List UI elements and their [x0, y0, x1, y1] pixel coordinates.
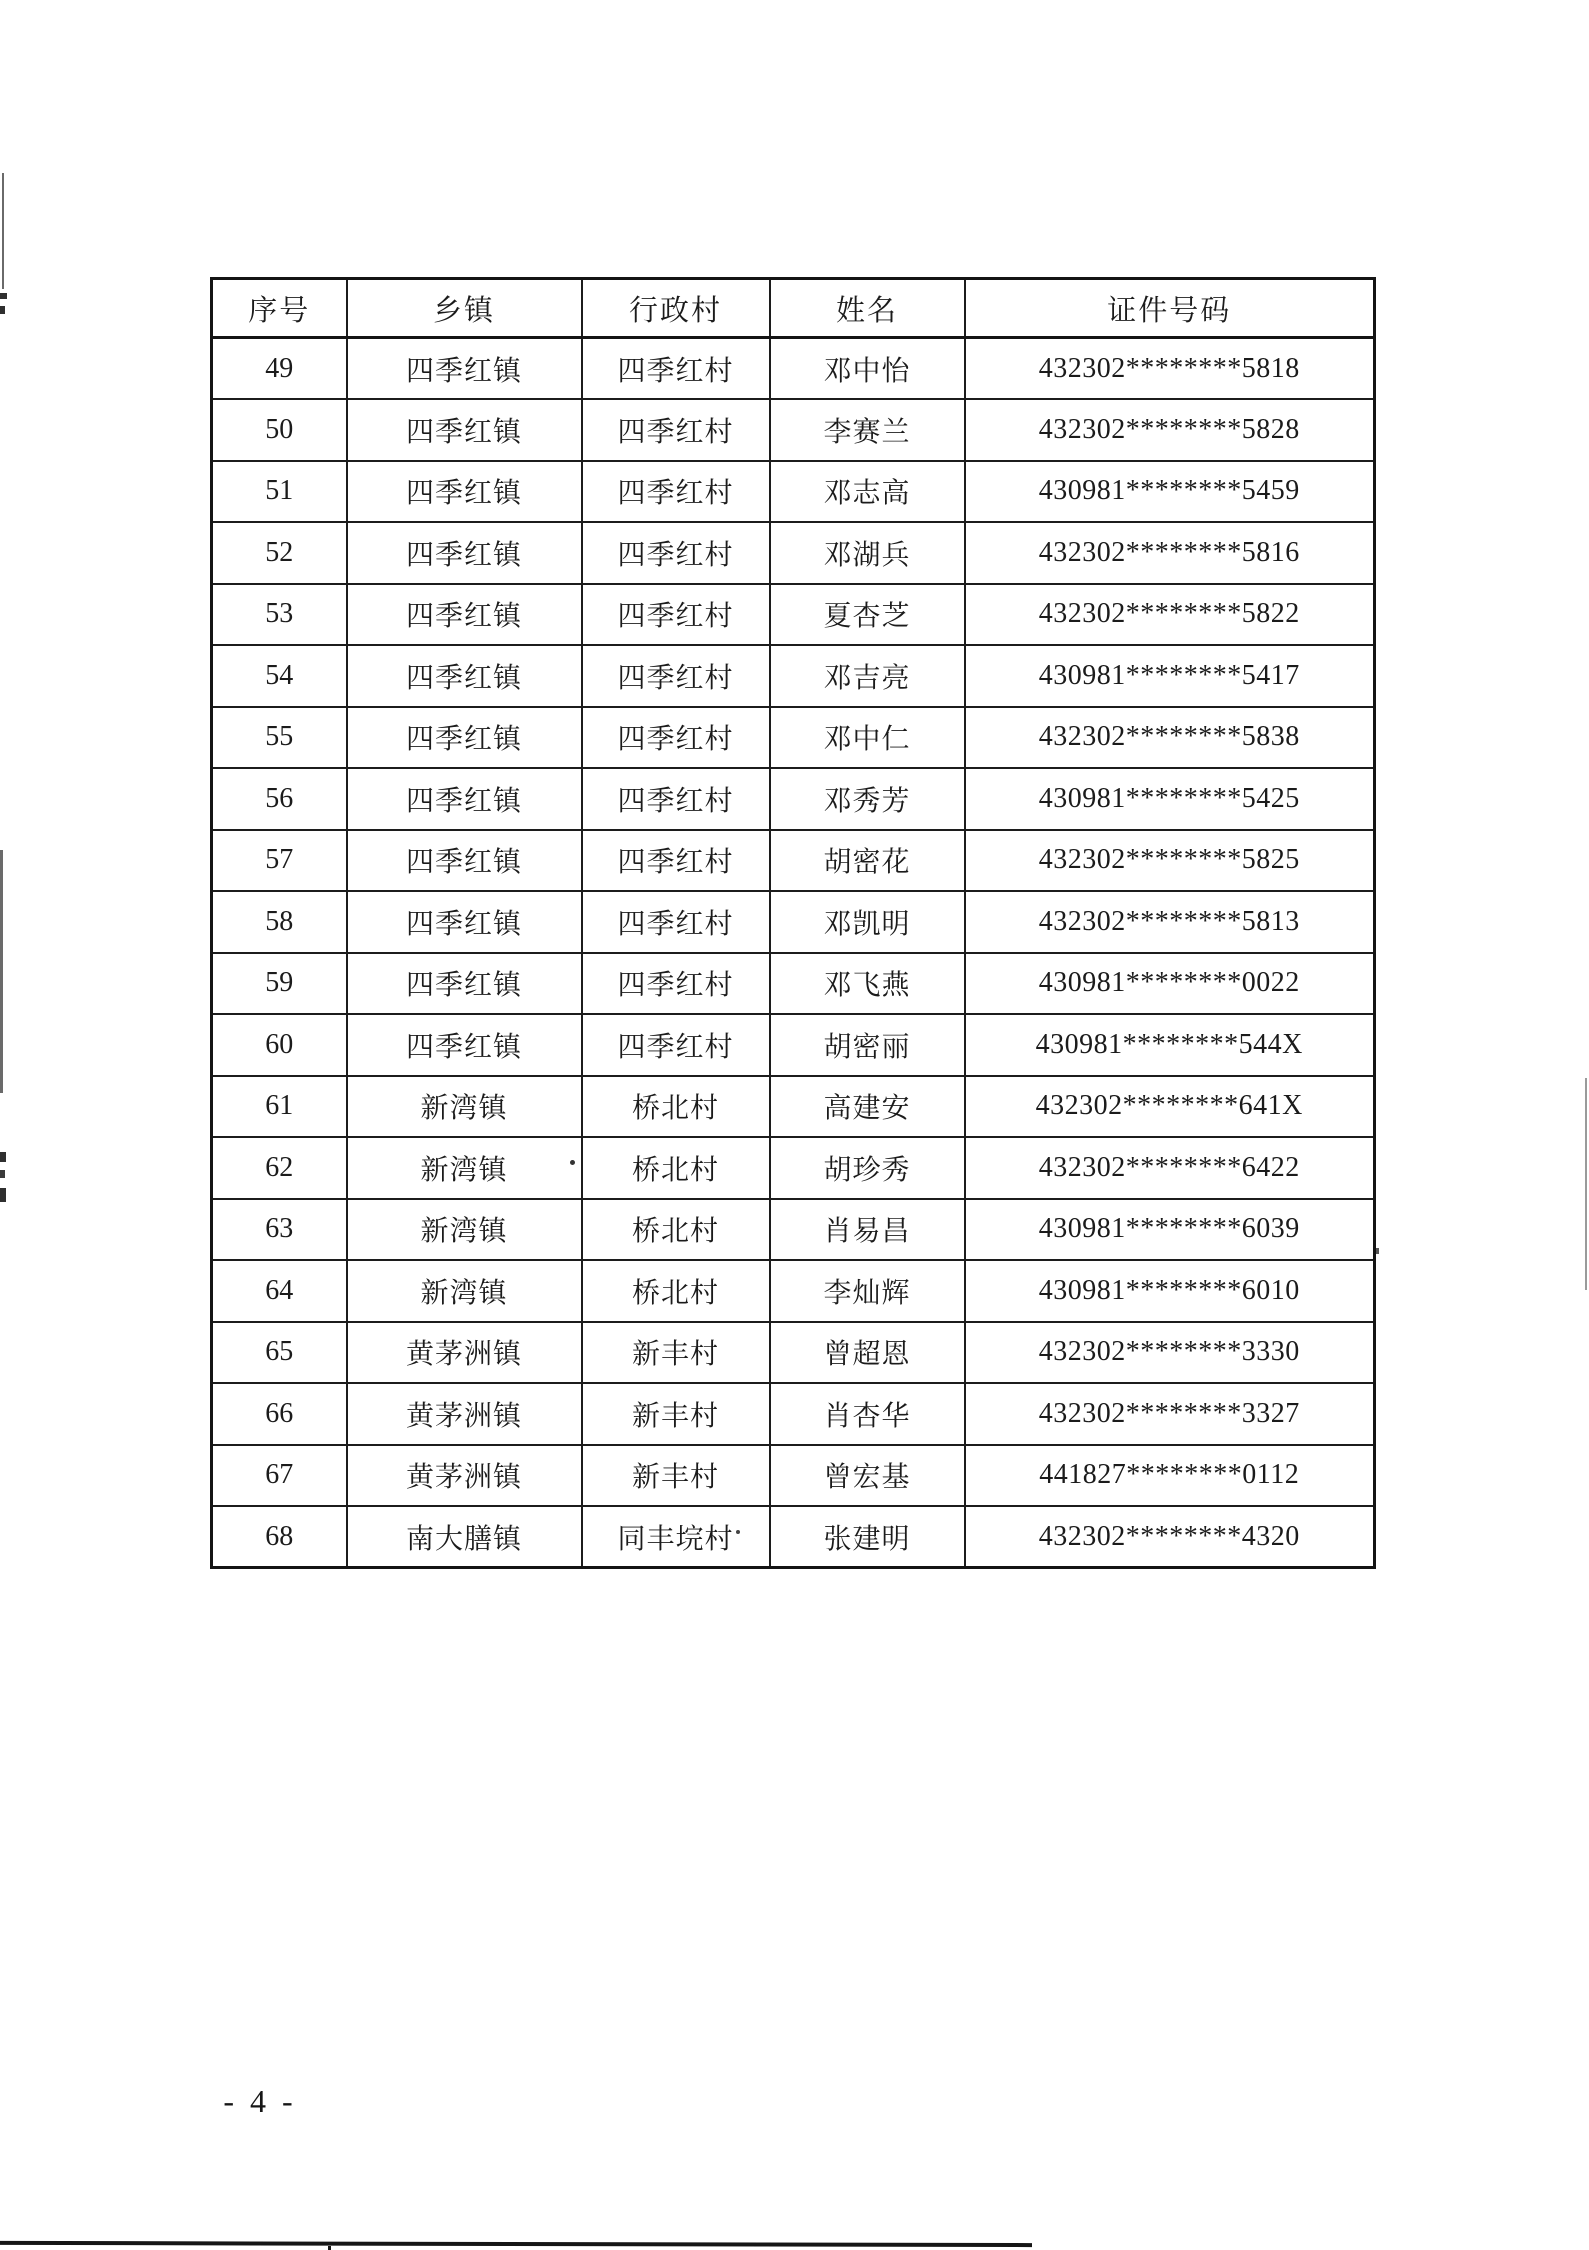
column-header-id: 证件号码 — [965, 279, 1375, 338]
cell-id: 432302********6422 — [965, 1137, 1375, 1199]
cell-no: 50 — [212, 399, 347, 461]
cell-town: 新湾镇 — [347, 1199, 582, 1261]
cell-town: 四季红镇 — [347, 953, 582, 1015]
cell-village: 四季红村 — [582, 768, 770, 830]
scan-artifact-left-dash — [0, 293, 7, 299]
cell-town: 四季红镇 — [347, 399, 582, 461]
cell-name: 胡密丽 — [770, 1014, 965, 1076]
cell-town: 四季红镇 — [347, 1014, 582, 1076]
cell-name: 邓吉亮 — [770, 645, 965, 707]
cell-village: 四季红村 — [582, 953, 770, 1015]
cell-town: 四季红镇 — [347, 645, 582, 707]
cell-name: 高建安 — [770, 1076, 965, 1138]
cell-no: 56 — [212, 768, 347, 830]
cell-town: 新湾镇 — [347, 1076, 582, 1138]
table-row — [212, 1014, 1375, 1076]
scan-artifact-left-line — [2, 173, 4, 289]
table-body — [212, 338, 1375, 1568]
cell-name: 邓秀芳 — [770, 768, 965, 830]
cell-no: 63 — [212, 1199, 347, 1261]
cell-no: 49 — [212, 338, 347, 400]
cell-village: 桥北村 — [582, 1076, 770, 1138]
cell-village: 新丰村 — [582, 1445, 770, 1507]
cell-id: 432302********3330 — [965, 1322, 1375, 1384]
cell-no: 53 — [212, 584, 347, 646]
cell-village: 桥北村 — [582, 1199, 770, 1261]
cell-village: 桥北村 — [582, 1260, 770, 1322]
table-row — [212, 1322, 1375, 1384]
scan-artifact-left-dash — [0, 1188, 6, 1202]
cell-id: 430981********5425 — [965, 768, 1375, 830]
cell-name: 肖杏华 — [770, 1383, 965, 1445]
cell-no: 58 — [212, 891, 347, 953]
cell-name: 胡珍秀 — [770, 1137, 965, 1199]
table-row — [212, 1383, 1375, 1445]
table-row — [212, 953, 1375, 1015]
cell-no: 61 — [212, 1076, 347, 1138]
cell-no: 57 — [212, 830, 347, 892]
cell-village: 四季红村 — [582, 399, 770, 461]
cell-id: 430981********5417 — [965, 645, 1375, 707]
cell-no: 64 — [212, 1260, 347, 1322]
cell-name: 邓中怡 — [770, 338, 965, 400]
table-row — [212, 891, 1375, 953]
table-row — [212, 1076, 1375, 1138]
column-header-no: 序号 — [212, 279, 347, 338]
cell-id: 432302********641X — [965, 1076, 1375, 1138]
cell-name: 李灿辉 — [770, 1260, 965, 1322]
cell-village: 四季红村 — [582, 338, 770, 400]
column-header-village: 行政村 — [582, 279, 770, 338]
cell-no: 54 — [212, 645, 347, 707]
cell-name: 肖易昌 — [770, 1199, 965, 1261]
roster-table — [210, 277, 1376, 1569]
cell-village: 新丰村 — [582, 1383, 770, 1445]
scan-artifact-left-dash — [0, 306, 5, 314]
cell-village: 新丰村 — [582, 1322, 770, 1384]
cell-no: 59 — [212, 953, 347, 1015]
scan-artifact-bottom-line — [0, 2241, 1032, 2247]
cell-village: 四季红村 — [582, 1014, 770, 1076]
cell-no: 66 — [212, 1383, 347, 1445]
page-number: - 4 - — [223, 2083, 297, 2119]
scan-artifact-bottom-tick — [328, 2246, 331, 2250]
table-row — [212, 584, 1375, 646]
column-header-town: 乡镇 — [347, 279, 582, 338]
cell-no: 67 — [212, 1445, 347, 1507]
table-row — [212, 1199, 1375, 1261]
cell-name: 邓湖兵 — [770, 522, 965, 584]
cell-id: 430981********5459 — [965, 461, 1375, 523]
table-row — [212, 522, 1375, 584]
cell-village: 四季红村 — [582, 645, 770, 707]
cell-village: 四季红村 — [582, 707, 770, 769]
column-header-name: 姓名 — [770, 279, 965, 338]
cell-id: 432302********5816 — [965, 522, 1375, 584]
cell-town: 四季红镇 — [347, 768, 582, 830]
cell-name: 曾宏基 — [770, 1445, 965, 1507]
cell-town: 黄茅洲镇 — [347, 1445, 582, 1507]
cell-village: 四季红村 — [582, 461, 770, 523]
cell-town: 新湾镇 — [347, 1260, 582, 1322]
table-row — [212, 707, 1375, 769]
cell-name: 邓志高 — [770, 461, 965, 523]
cell-name: 张建明 — [770, 1506, 965, 1568]
cell-id: 432302********5813 — [965, 891, 1375, 953]
table-row — [212, 1137, 1375, 1199]
cell-town: 四季红镇 — [347, 830, 582, 892]
table-row — [212, 830, 1375, 892]
table-row — [212, 461, 1375, 523]
cell-town: 四季红镇 — [347, 338, 582, 400]
cell-no: 51 — [212, 461, 347, 523]
cell-name: 李赛兰 — [770, 399, 965, 461]
table-row — [212, 399, 1375, 461]
cell-village: 四季红村 — [582, 830, 770, 892]
cell-town: 新湾镇 — [347, 1137, 582, 1199]
table-row — [212, 1445, 1375, 1507]
cell-town: 黄茅洲镇 — [347, 1322, 582, 1384]
cell-town: 四季红镇 — [347, 891, 582, 953]
cell-id: 432302********5822 — [965, 584, 1375, 646]
scan-artifact-right-line — [1585, 1078, 1587, 1290]
cell-village: 桥北村 — [582, 1137, 770, 1199]
cell-id: 432302********5828 — [965, 399, 1375, 461]
cell-no: 68 — [212, 1506, 347, 1568]
cell-name: 邓飞燕 — [770, 953, 965, 1015]
cell-village: 同丰垸村 — [582, 1506, 770, 1568]
cell-village: 四季红村 — [582, 584, 770, 646]
cell-no: 60 — [212, 1014, 347, 1076]
cell-id: 432302********3327 — [965, 1383, 1375, 1445]
cell-id: 430981********6010 — [965, 1260, 1375, 1322]
cell-village: 四季红村 — [582, 891, 770, 953]
scan-artifact-left-line — [0, 850, 3, 1093]
cell-no: 65 — [212, 1322, 347, 1384]
table-row — [212, 1260, 1375, 1322]
cell-id: 430981********0022 — [965, 953, 1375, 1015]
cell-name: 夏杏芝 — [770, 584, 965, 646]
cell-no: 52 — [212, 522, 347, 584]
table-header — [212, 279, 1375, 338]
table-header-row — [212, 279, 1375, 338]
scan-artifact-speck — [1376, 1248, 1379, 1254]
cell-id: 441827********0112 — [965, 1445, 1375, 1507]
cell-town: 四季红镇 — [347, 461, 582, 523]
cell-no: 55 — [212, 707, 347, 769]
cell-town: 黄茅洲镇 — [347, 1383, 582, 1445]
cell-town: 四季红镇 — [347, 522, 582, 584]
cell-name: 曾超恩 — [770, 1322, 965, 1384]
cell-town: 南大膳镇 — [347, 1506, 582, 1568]
cell-no: 62 — [212, 1137, 347, 1199]
cell-id: 432302********4320 — [965, 1506, 1375, 1568]
table-row — [212, 768, 1375, 830]
cell-town: 四季红镇 — [347, 584, 582, 646]
scan-artifact-left-dash — [0, 1152, 6, 1162]
cell-name: 胡密花 — [770, 830, 965, 892]
cell-id: 430981********544X — [965, 1014, 1375, 1076]
table-row — [212, 338, 1375, 400]
cell-id: 432302********5838 — [965, 707, 1375, 769]
cell-village: 四季红村 — [582, 522, 770, 584]
cell-name: 邓中仁 — [770, 707, 965, 769]
cell-town: 四季红镇 — [347, 707, 582, 769]
cell-id: 432302********5825 — [965, 830, 1375, 892]
table-row — [212, 645, 1375, 707]
cell-name: 邓凯明 — [770, 891, 965, 953]
cell-id: 430981********6039 — [965, 1199, 1375, 1261]
cell-id: 432302********5818 — [965, 338, 1375, 400]
scan-artifact-left-dash — [0, 1170, 5, 1178]
table-row — [212, 1506, 1375, 1568]
